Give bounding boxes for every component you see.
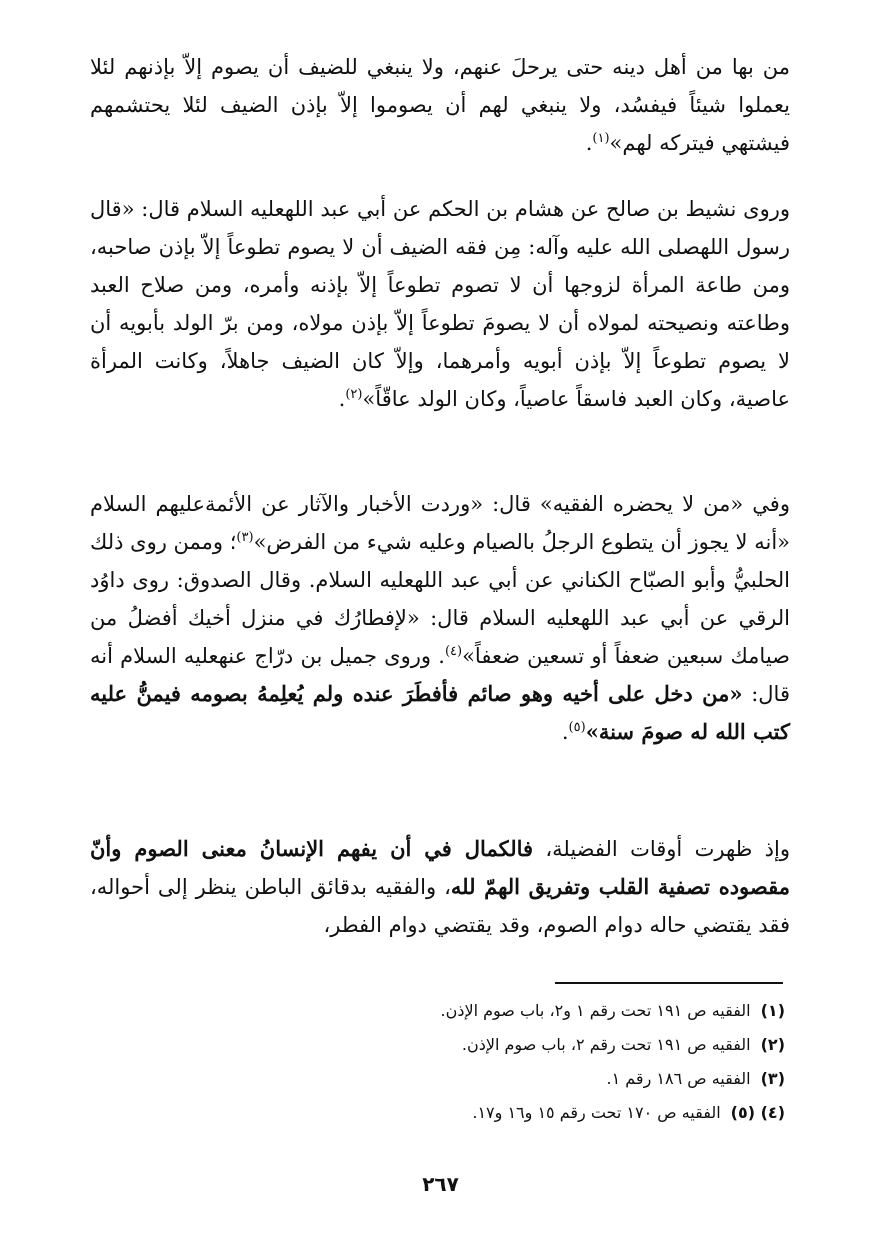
paragraph-3-part3: . وروى جميل بن درّاج عنهعليه السلام أنه قال:	[90, 644, 790, 706]
paragraph-2-text: وروى نشيط بن صالح عن هشام بن الحكم عن أبي عبد اللهعليه السلام قال: «قال رسول اللهصلى الله عليه وآله: مِن فقه الضيف أن لا يصوم تطوعاً إلاّ بإذن صاحبه، ومن طاعة المرأة لزوجها أن لا تصوم تطوعاً إلاّ بإذنه وأمره، ومن صلاح العبد وطاعته ونصيحته لمولاه أن لا يصومَ تطوعاً إلاّ بإذن مولاه، ومن برّ الولد بأبويه أن لا يصوم تطوعاً إلاّ بإذن أبويه وأمرهما، وإلاّ كان الضيف جاهلاً، وكانت المرأة عاصية، وكان العبد فاسقاً عاصياً، وكان الولد عاقّاً»	[90, 197, 790, 411]
paragraph-4-part1: وإذ ظهرت أوقات الفضيلة،	[533, 837, 790, 861]
paragraph-1-tail: .	[585, 131, 593, 155]
footnote-divider	[555, 982, 783, 984]
footnote-number: (٢)	[760, 1035, 785, 1054]
footnote-text: الفقيه ص ١٧٠ تحت رقم ١٥ و١٦ و١٧.	[472, 1103, 721, 1122]
paragraph-3	[90, 485, 790, 751]
paragraph-3-tail: .	[561, 720, 569, 744]
footnote-ref-1[interactable]: (١)	[592, 131, 610, 146]
footnote-4-5	[250, 1096, 785, 1130]
footnote-ref-2[interactable]: (٢)	[345, 387, 363, 402]
paragraph-3-part2: ؛ وممن روى ذلك الحلبيُّ وأبو الصبّاح الكناني عن أبي عبد اللهعليه السلام. وقال الصدوق: روى داوُد الرقي عن أبي عبد اللهعليه السلام قال: «لإفطارُك في منزل أخيك أفضلُ من صيامك سبعين ضعفاً أو تسعين ضعفاً»	[90, 530, 790, 668]
footnotes	[250, 994, 785, 1130]
paragraph-1-text: من بها من أهل دينه حتى يرحلَ عنهم، ولا ينبغي للضيف أن يصوم إلاّ بإذنهم لئلا يعملوا شيئاً فيفسُد، ولا ينبغي لهم أن يصوموا إلاّ بإذن الضيف لئلا يحتشمهم فيشتهي فيتركه لهم»	[90, 55, 790, 155]
paragraph-4-part2: ، والفقيه بدقائق الباطن ينظر إلى أحواله، فقد يقتضي حاله دوام الصوم، وقد يقتضي دوام الفطر،	[90, 875, 790, 937]
footnote-2	[250, 1028, 785, 1062]
paragraph-4	[90, 830, 790, 944]
footnote-number: (٣)	[760, 1069, 785, 1088]
footnote-text: الفقيه ص ١٩١ تحت رقم ٢، باب صوم الإذن.	[461, 1035, 751, 1054]
footnote-number: (١)	[760, 1001, 785, 1020]
paragraph-4-bold: فالكمال في أن يفهم الإنسانُ معنى الصوم وأنّ مقصوده تصفية القلب وتفريق الهمّ لله	[90, 836, 790, 899]
paragraph-2	[90, 190, 790, 418]
footnote-ref-5[interactable]: (٥)	[568, 720, 586, 735]
footnote-ref-4[interactable]: (٤)	[444, 644, 463, 659]
footnote-1	[250, 994, 785, 1028]
footnote-text: الفقيه ص ١٨٦ رقم ١.	[606, 1069, 751, 1088]
paragraph-1	[90, 48, 790, 162]
footnote-3	[250, 1062, 785, 1096]
page-number: ٢٦٧	[422, 1172, 459, 1196]
footnote-number: (٤) (٥)	[730, 1103, 785, 1122]
footnote-text: الفقيه ص ١٩١ تحت رقم ١ و٢، باب صوم الإذن.	[440, 1001, 751, 1020]
footnote-ref-3[interactable]: (٣)	[236, 530, 254, 545]
paragraph-3-bold-quote: «من دخل على أخيه وهو صائم فأفطَرَ عنده ولم يُعلِمهُ بصومه فيمنُّ عليه كتب الله له صومَ سنة»	[90, 681, 790, 744]
paragraph-2-tail: .	[338, 387, 346, 411]
paragraph-3-part1: وفي «من لا يحضره الفقيه» قال: «وردت الأخبار والآثار عن الأئمةعليهم السلام «أنه لا يجوز أن يتطوع الرجلُ بالصيام وعليه شيء من الفرض»	[90, 492, 790, 554]
